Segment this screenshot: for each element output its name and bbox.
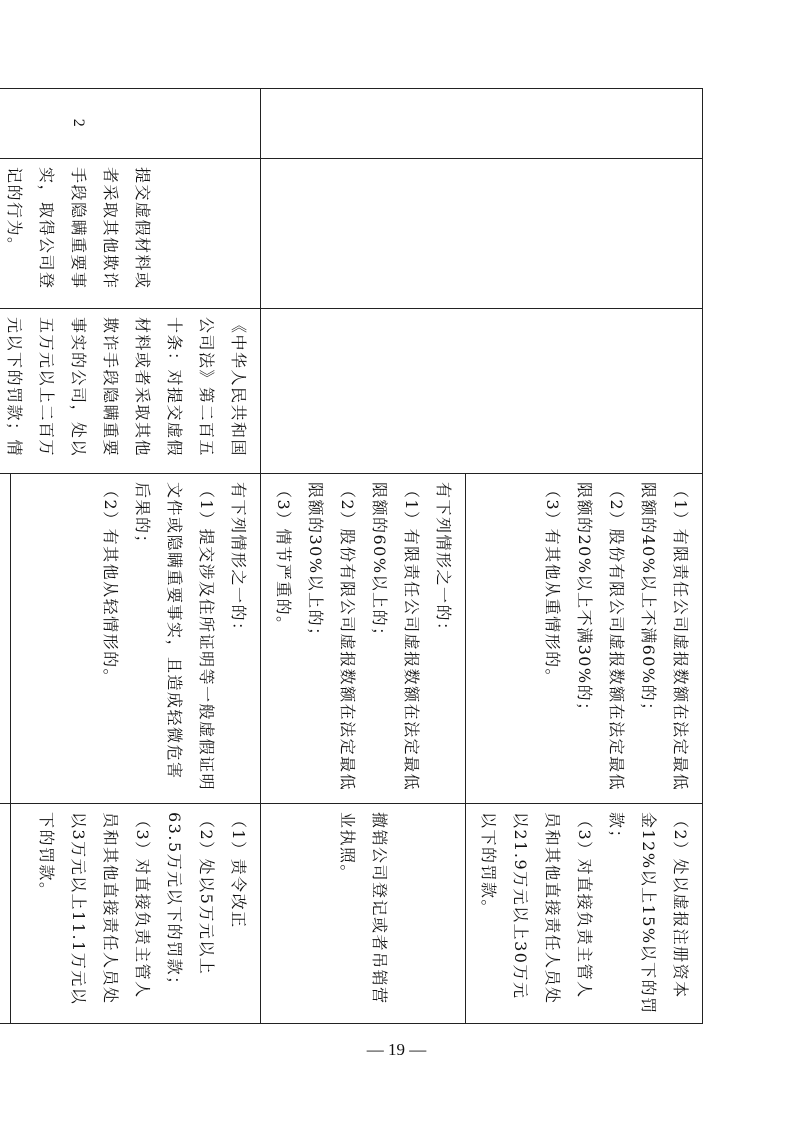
situation-line: （1）提交涉及住所证明等一般虚假证明文件或隐瞒重要事实，且造成轻微危害后果的； xyxy=(133,482,216,792)
page-number: — 19 — xyxy=(366,1040,427,1059)
situation-line: （3）情节严重的。 xyxy=(274,482,293,634)
penalty-cell xyxy=(261,804,466,1024)
penalty-cell xyxy=(0,804,11,1024)
table-row xyxy=(11,89,261,1024)
situation-line: （2）股份有限公司虚报数额在法定最低限额的20%以上不满30%的； xyxy=(575,482,626,792)
row-number: 2 xyxy=(0,89,261,159)
situation-line xyxy=(0,482,4,795)
situation-line: （2）股份有限公司虚报数额在法定最低限额的30%以上的； xyxy=(306,482,357,792)
penalty-standard-table xyxy=(5,88,703,1023)
violation-name-cell-empty xyxy=(261,159,703,309)
penalty-line: （3）对直接负责主管人员和其他直接责任人员处以21.9万元以上30万元以下的罚款。 xyxy=(479,812,594,1005)
situation-line: （1）有限责任公司虚报数额在法定最低限额的40%以上不满60%的； xyxy=(639,482,690,792)
situation-line: （1）有限责任公司虚报数额在法定最低限额的60%以上的； xyxy=(370,482,421,792)
situation-cell xyxy=(466,474,703,804)
violation-name: 提交虚假材料或者采取其他欺诈手段隐瞒重要事实，取得公司登记的行为。 xyxy=(0,159,261,309)
situation-line: （3）有其他从重情形的。 xyxy=(543,482,562,687)
situation-cell xyxy=(261,474,466,804)
penalty-line: （2）处以虚报注册资本金12%以上15%以下的罚款； xyxy=(607,812,690,1015)
penalty-line xyxy=(0,812,4,1015)
penalty-line: 撤销公司登记或者吊销营业执照。 xyxy=(338,812,389,1005)
legal-basis: 《中华人民共和国公司法》第二百五十条：对提交虚假材料或者采取其他欺诈手段隐瞒重要事实的公司，处以五万元以上二百万元以下的罚款；情 xyxy=(0,309,261,474)
situation-line: 有下列情形之一的： xyxy=(434,482,453,640)
penalty-line: （2）处以5万元以上63.5万元以下的罚款； xyxy=(165,812,216,994)
penalty-line: （3）对直接负责主管人员和其他直接责任人员处以3万元以上11.1万元以下的罚款。 xyxy=(37,812,152,1006)
situation-cell xyxy=(11,474,261,804)
penalty-line: （1）责令改正 xyxy=(229,812,248,929)
penalty-cell xyxy=(11,804,261,1024)
situation-line: 有下列情形之一的： xyxy=(229,482,248,640)
legal-basis-cell-empty xyxy=(261,309,703,474)
row-number-cell-empty xyxy=(261,89,703,159)
penalty-cell xyxy=(466,804,703,1024)
situation-cell xyxy=(0,474,11,804)
table-row xyxy=(466,89,703,1024)
situation-line: （2）有其他从轻情形的。 xyxy=(101,482,120,687)
